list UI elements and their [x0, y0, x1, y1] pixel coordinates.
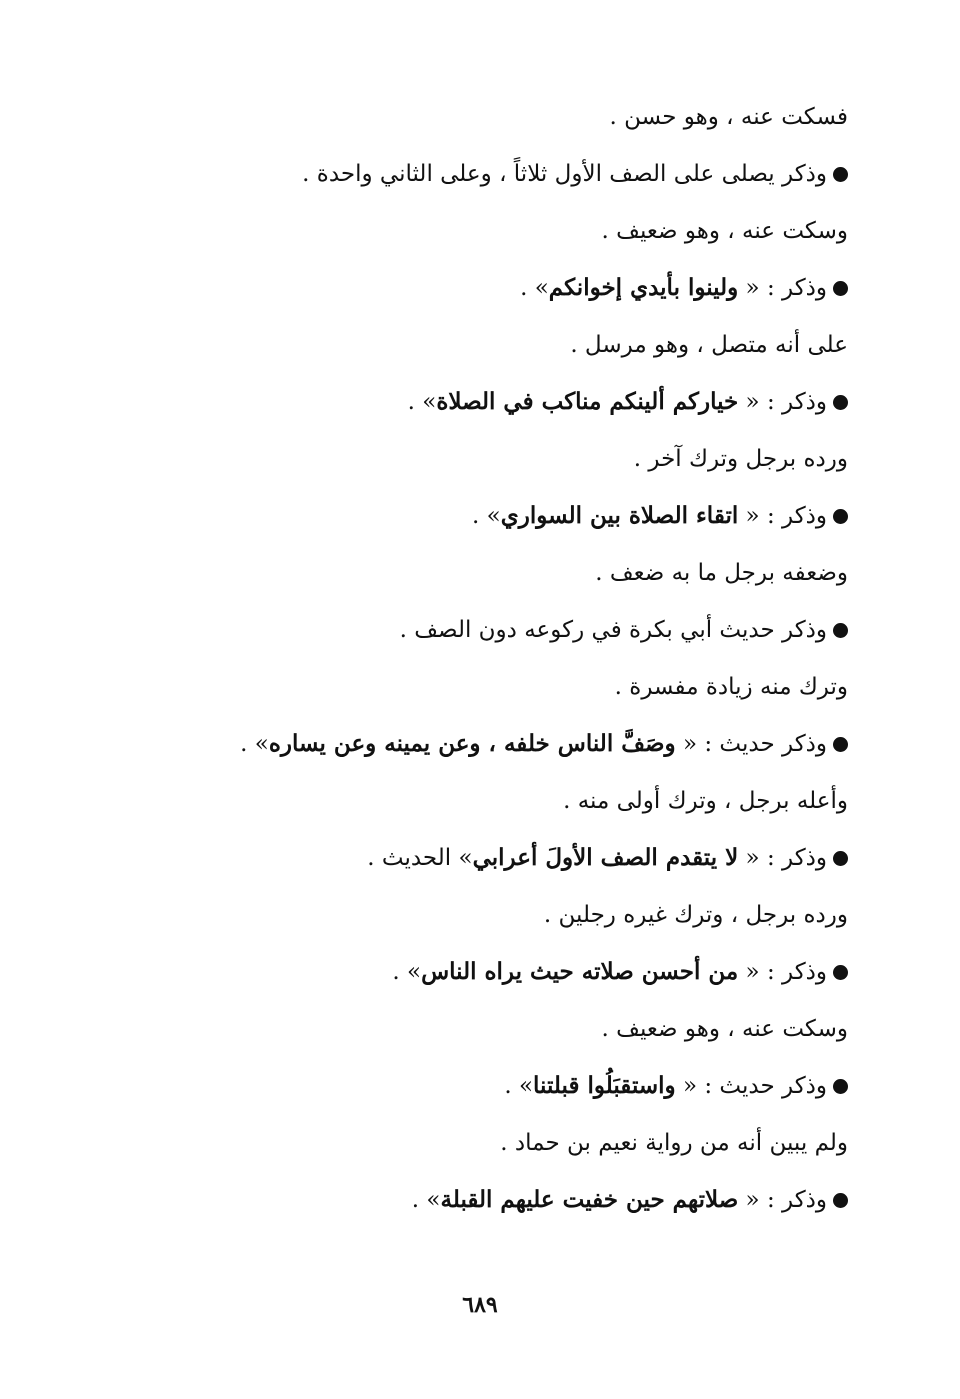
- entry-text: وذكر : «: [738, 959, 827, 985]
- comment-line: ورده برجل ، وترك غيره رجلين .: [543, 902, 848, 928]
- entry-suffix: » .: [472, 503, 501, 529]
- entry-suffix: » .: [407, 389, 437, 415]
- entry-suffix: » .: [520, 275, 549, 301]
- bullet-entry-line: [228, 835, 848, 892]
- comment-line: وسكت عنه ، وهو ضعيف .: [601, 1016, 848, 1042]
- bullet-entry-line: [228, 607, 848, 664]
- entry-suffix: » .: [504, 1073, 534, 1099]
- text-body: [228, 94, 848, 1234]
- entry-text: وذكر حديث : «: [675, 731, 827, 757]
- hadith-quote: وصَفَّ الناس خلفه ، وعن يمينه وعن يساره: [268, 730, 676, 757]
- bullet-icon: [833, 1079, 848, 1094]
- hadith-quote: صلاتهم حين خفيت عليهم القبلة: [440, 1186, 739, 1213]
- entry-text: وذكر : «: [738, 275, 827, 301]
- bullet-icon: [833, 281, 848, 296]
- bullet-entry-line: [228, 1063, 848, 1120]
- bullet-icon: [833, 509, 848, 524]
- bullet-icon: [833, 737, 848, 752]
- comment-line: ولم يبين أنه من رواية نعيم بن حماد .: [500, 1130, 848, 1156]
- bullet-entry-line: [228, 379, 848, 436]
- bullet-icon: [833, 167, 848, 182]
- bullet-entry-line: [228, 721, 848, 778]
- hadith-quote: من أحسن صلاته حيث يراه الناس: [421, 958, 739, 985]
- entry-text: وذكر يصلى على الصف الأول ثلاثاً ، وعلى الثاني واحدة .: [302, 161, 827, 187]
- comment-line: على أنه متصل ، وهو مرسل .: [570, 332, 848, 358]
- bullet-icon: [833, 851, 848, 866]
- hadith-quote: خياركم ألينكم مناكب في الصلاة: [436, 388, 739, 415]
- entry-text: وذكر : «: [738, 1187, 827, 1213]
- entry-suffix: » الحديث .: [367, 845, 473, 871]
- entry-suffix: » .: [411, 1187, 441, 1213]
- entry-suffix: » .: [392, 959, 422, 985]
- entry-text: وذكر حديث أبي بكرة في ركوعه دون الصف .: [399, 617, 827, 643]
- entry-suffix: » .: [240, 731, 269, 757]
- entry-text: وذكر : «: [738, 389, 827, 415]
- page-number: ٦٨٩: [462, 1292, 498, 1318]
- entry-text: وذكر : «: [738, 503, 827, 529]
- entry-text: وذكر حديث : «: [675, 1073, 827, 1099]
- bullet-entry-line: [228, 1177, 848, 1234]
- hadith-quote: واستقبَلُوا قبلتنا: [533, 1072, 676, 1099]
- comment-line: وضعفه برجل ما به ضعف .: [595, 560, 848, 586]
- bullet-icon: [833, 965, 848, 980]
- bullet-entry-line: [228, 493, 848, 550]
- bullet-entry-line: [228, 949, 848, 1006]
- comment-line: وترك منه زيادة مفسرة .: [614, 674, 848, 700]
- bullet-entry-line: [228, 265, 848, 322]
- comment-line: ورده برجل وترك آخر .: [633, 446, 848, 472]
- hadith-quote: اتقاء الصلاة بين السواري: [500, 502, 739, 529]
- bullet-entry-line: [228, 151, 848, 208]
- hadith-quote: لا يتقدم الصف الأولَ أعرابي: [472, 844, 739, 871]
- entry-text: وذكر : «: [738, 845, 827, 871]
- bullet-icon: [833, 395, 848, 410]
- comment-line: وأعله برجل ، وترك أولى منه .: [563, 788, 848, 814]
- comment-line: فسكت عنه ، وهو حسن .: [609, 104, 848, 130]
- bullet-icon: [833, 1193, 848, 1208]
- hadith-quote: ولينوا بأيدي إخوانكم: [548, 274, 739, 301]
- comment-line: وسكت عنه ، وهو ضعيف .: [601, 218, 848, 244]
- bullet-icon: [833, 623, 848, 638]
